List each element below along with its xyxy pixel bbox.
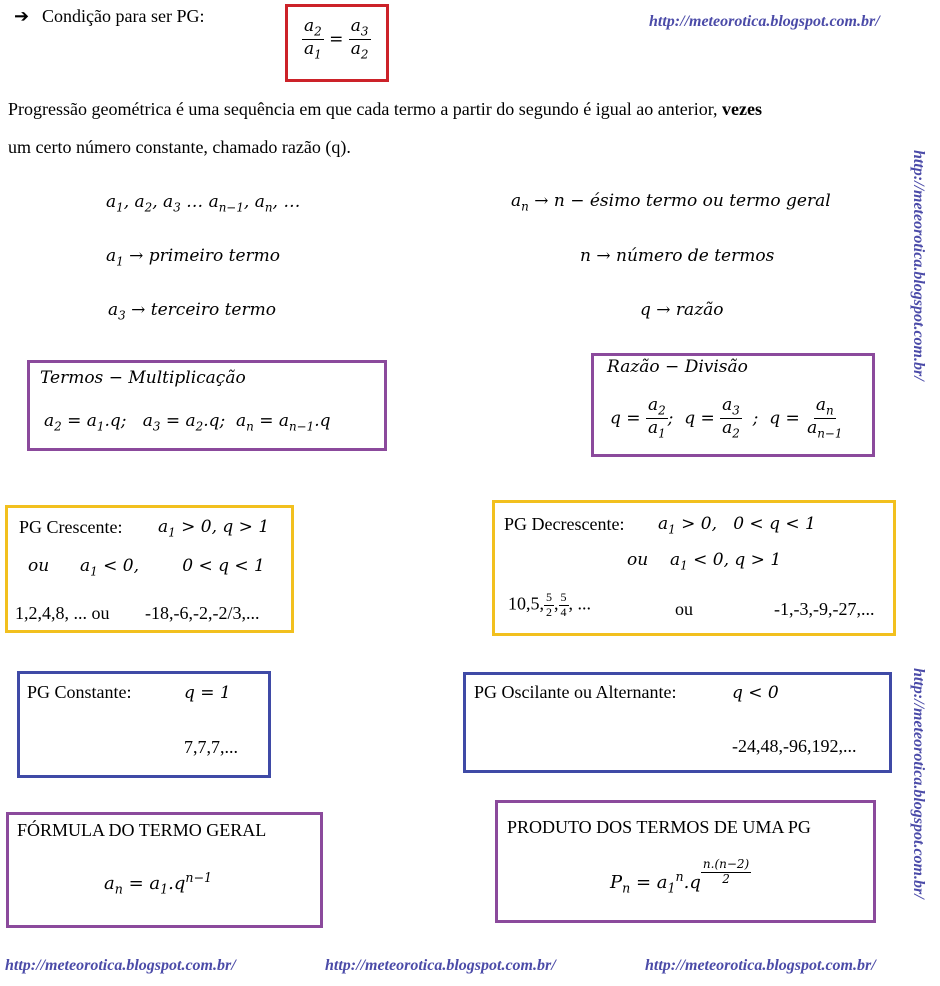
- decrescente-condition-2: $a_1 < 0$, q > 1: [670, 550, 782, 573]
- sequence-formula: $a_1$, $a_2$, $a_3$ … $a_{n-1}$, $a_n$, …: [106, 192, 301, 215]
- constante-example: 7,7,7,...: [184, 737, 238, 757]
- footer-url-link-3[interactable]: http://meteorotica.blogspot.com.br/: [645, 957, 876, 974]
- formula-termo-geral: $a_n = a_1.q^{n-1}$: [104, 870, 213, 897]
- formula-title: FÓRMULA DO TERMO GERAL: [17, 820, 267, 840]
- produto-formula: $P_n = a_1^n.q$ $\frac{n.(n-2)}{2}$: [610, 857, 750, 896]
- crescente-examples-b: -18,-6,-2,-2/3,...: [145, 603, 260, 623]
- header-url-link[interactable]: http://meteorotica.blogspot.com.br/: [649, 13, 880, 30]
- box-pg-constante: [17, 671, 271, 778]
- decrescente-examples-b: -1,-3,-9,-27,...: [774, 599, 875, 619]
- oscilante-condition: q < 0: [732, 683, 779, 703]
- box-pg-crescente: [5, 505, 294, 633]
- footer-url-link-1[interactable]: http://meteorotica.blogspot.com.br/: [5, 957, 236, 974]
- footer-url-link-2[interactable]: http://meteorotica.blogspot.com.br/: [325, 957, 556, 974]
- crescente-condition-2: $a_1 < 0$, 0 < q < 1: [80, 556, 265, 579]
- razao-title: Razão − Divisão: [607, 357, 748, 377]
- crescente-examples-a: 1,2,4,8, ... ou: [15, 603, 110, 623]
- box-formula-termo-geral: [6, 812, 323, 928]
- general-term-def: $a_n \to n$ − ésimo termo ou termo geral: [511, 191, 831, 214]
- crescente-label: PG Crescente:: [19, 517, 123, 537]
- oscilante-label: PG Oscilante ou Alternante:: [474, 682, 677, 702]
- condition-box: [285, 4, 389, 82]
- termos-formula: $a_2 = a_1.q$; $a_3 = a_2.q$; $a_n = a_{n-1}.q$: [44, 411, 331, 434]
- first-term-def: $a_1$ → primeiro termo: [106, 246, 280, 269]
- side-url-top-link[interactable]: http://meteorotica.blogspot.com.br/: [910, 150, 927, 381]
- produto-title: PRODUTO DOS TERMOS DE UMA PG: [507, 817, 811, 837]
- condition-formula: $\frac{a_2}{a_1}$ = $\frac{a_3}{a_2}$: [304, 16, 369, 62]
- constante-label: PG Constante:: [27, 682, 132, 702]
- third-term-def: $a_3$ → terceiro termo: [108, 300, 276, 323]
- box-produto-termos: [495, 800, 876, 923]
- box-termos-multiplicacao: [27, 360, 387, 451]
- box-pg-decrescente: [492, 500, 896, 636]
- ratio-def: q → razão: [640, 300, 724, 320]
- decrescente-label: PG Decrescente:: [504, 514, 625, 534]
- decrescente-condition-1: $a_1 > 0$, 0 < q < 1: [658, 514, 816, 537]
- termos-title: Termos − Multiplicação: [40, 368, 246, 388]
- razao-formula: q = $\frac{a_2}{a_1}$ ; q = $\frac{a_3}{a_2}$ ; q = $\frac{a_n}{a_{n-1}}$: [610, 395, 843, 441]
- box-pg-oscilante: [463, 672, 892, 773]
- decrescente-examples-ou: ou: [675, 599, 693, 619]
- crescente-condition-1: $a_1 > 0$, q > 1: [158, 517, 270, 540]
- num-terms-def: n → número de termos: [580, 246, 775, 266]
- crescente-ou: ou: [28, 556, 50, 576]
- decrescente-examples-a: 10,5, $\frac{5}{2}$ , $\frac{5}{4}$ , ...: [508, 590, 591, 619]
- oscilante-example: -24,48,-96,192,...: [732, 736, 857, 756]
- box-razao-divisao: [591, 353, 875, 457]
- side-url-bottom-link[interactable]: http://meteorotica.blogspot.com.br/: [910, 668, 927, 899]
- decrescente-ou: ou: [627, 550, 649, 570]
- constante-condition: q = 1: [184, 683, 231, 703]
- intro-line-2: um certo número constante, chamado razão (q).: [8, 137, 351, 157]
- arrow-icon: ➔: [14, 6, 30, 26]
- intro-line-1: Progressão geométrica é uma sequência em que cada termo a partir do segundo é igual ao anterior, vezes: [8, 99, 762, 119]
- condition-label: Condição para ser PG:: [42, 6, 205, 26]
